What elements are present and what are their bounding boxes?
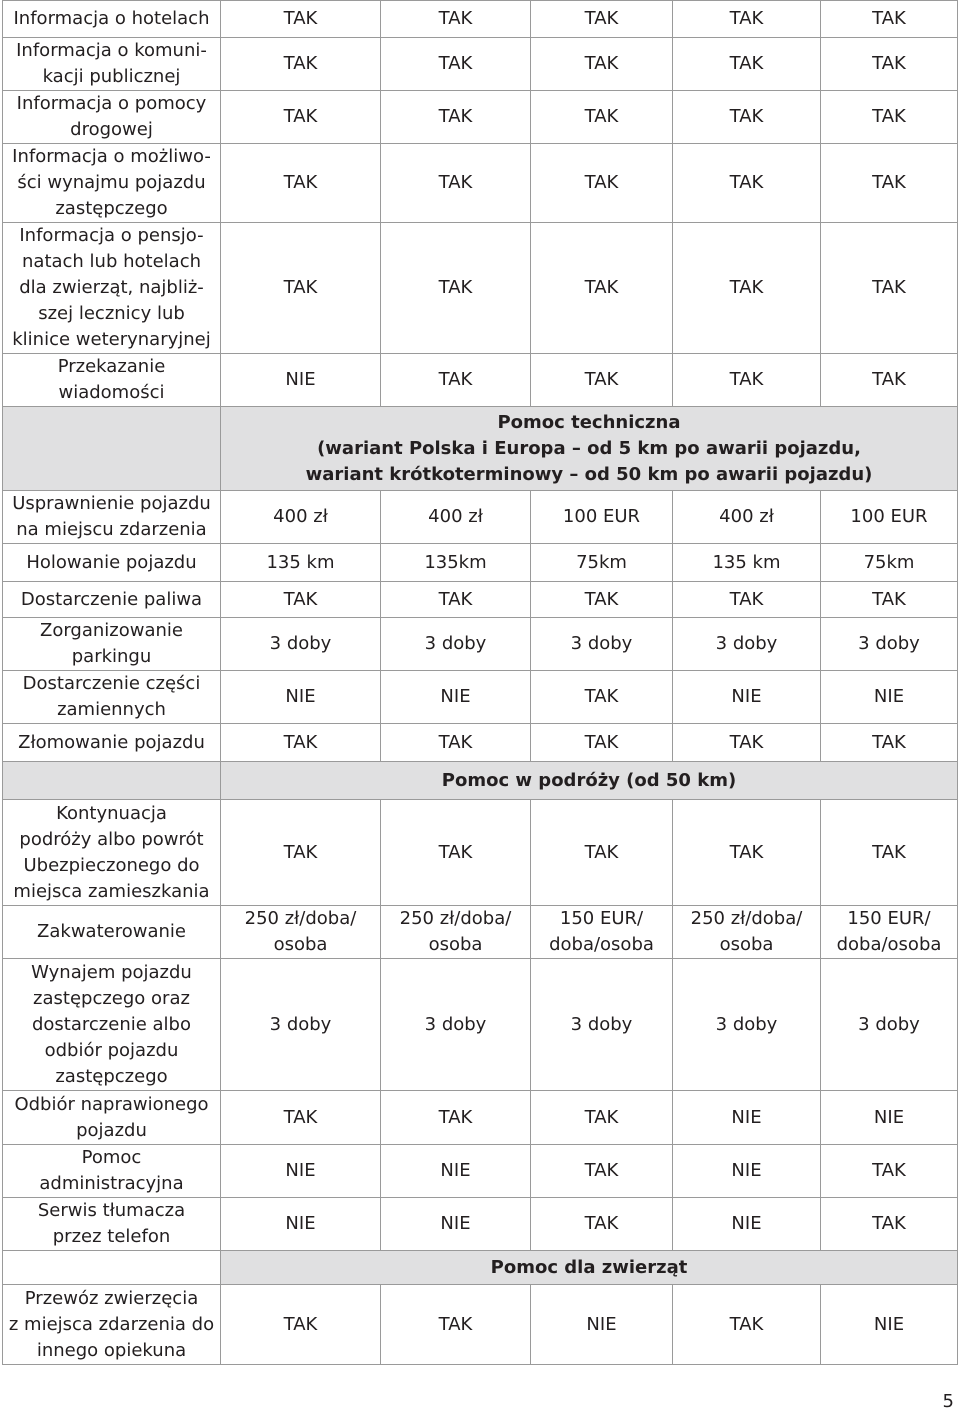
value-cell: NIE <box>673 671 821 724</box>
info-rows <box>3 1 958 407</box>
travel-rows <box>3 800 958 1251</box>
section-header-animals: Pomoc dla zwierząt <box>221 1251 958 1285</box>
row-label: Dostarczenie paliwa <box>3 582 221 618</box>
value-cell: TAK <box>381 1 531 38</box>
animal-rows <box>3 1285 958 1365</box>
table-row <box>3 959 958 1091</box>
row-label: Zakwaterowanie <box>3 906 221 959</box>
value-cell: TAK <box>531 1 673 38</box>
table-row <box>3 491 958 544</box>
value-cell: TAK <box>821 1 958 38</box>
table-row <box>3 38 958 91</box>
row-label: Informacja o pomocy drogowej <box>3 91 221 144</box>
value-cell: TAK <box>673 1 821 38</box>
value-cell: TAK <box>821 354 958 407</box>
table-row <box>3 1091 958 1145</box>
value-cell: 3 doby <box>821 618 958 671</box>
table-row <box>3 544 958 582</box>
section-subtitle-line: (wariant Polska i Europa – od 5 km po awarii pojazdu, <box>317 437 861 459</box>
value-cell: NIE <box>381 1198 531 1251</box>
value-cell: TAK <box>531 1145 673 1198</box>
value-cell: NIE <box>381 1145 531 1198</box>
table-row <box>3 906 958 959</box>
row-label: Wynajem pojazdu zastępczego oraz dostarczenie albo odbiór pojazdu zastępczego <box>3 959 221 1091</box>
value-cell: NIE <box>221 1145 381 1198</box>
value-cell: TAK <box>531 144 673 223</box>
value-cell: TAK <box>221 223 381 354</box>
section-header-row <box>3 762 958 800</box>
section-header-row <box>3 407 958 491</box>
value-cell: 100 EUR <box>821 491 958 544</box>
value-cell: 100 EUR <box>531 491 673 544</box>
row-label: Złomowanie pojazdu <box>3 724 221 762</box>
value-cell: 3 doby <box>821 959 958 1091</box>
animals-section <box>3 1251 958 1285</box>
value-cell: 3 doby <box>381 959 531 1091</box>
value-cell: 150 EUR/ doba/osoba <box>531 906 673 959</box>
value-cell: TAK <box>821 1198 958 1251</box>
value-cell: TAK <box>531 1091 673 1145</box>
coverage-table <box>2 0 958 1365</box>
value-cell: NIE <box>221 671 381 724</box>
value-cell: 3 doby <box>673 959 821 1091</box>
value-cell: TAK <box>531 91 673 144</box>
section-header-row <box>3 1251 958 1285</box>
value-cell: TAK <box>821 724 958 762</box>
section-spacer-cell <box>3 762 221 800</box>
table-row <box>3 223 958 354</box>
technical-rows <box>3 491 958 762</box>
value-cell: TAK <box>821 1145 958 1198</box>
table-row <box>3 91 958 144</box>
value-cell: TAK <box>673 91 821 144</box>
value-cell: TAK <box>673 800 821 906</box>
section-spacer-cell <box>3 1251 221 1285</box>
section-subtitle-line: wariant krótkoterminowy – od 50 km po awarii pojazdu) <box>305 463 873 485</box>
table-row <box>3 1 958 38</box>
value-cell: NIE <box>221 354 381 407</box>
value-cell: TAK <box>673 144 821 223</box>
value-cell: 400 zł <box>381 491 531 544</box>
section-title: Pomoc techniczna <box>497 411 681 433</box>
row-label: Informacja o możliwo- ści wynajmu pojazdu zastępczego <box>3 144 221 223</box>
table-row <box>3 354 958 407</box>
value-cell: 3 doby <box>381 618 531 671</box>
value-cell: TAK <box>531 582 673 618</box>
row-label: Usprawnienie pojazdu na miejscu zdarzenia <box>3 491 221 544</box>
row-label: Przekazanie wiadomości <box>3 354 221 407</box>
value-cell: 3 doby <box>531 959 673 1091</box>
row-label: Kontynuacja podróży albo powrót Ubezpieczonego do miejsca zamieszkania <box>3 800 221 906</box>
section-header-travel: Pomoc w podróży (od 50 km) <box>221 762 958 800</box>
value-cell: TAK <box>821 582 958 618</box>
value-cell: TAK <box>221 144 381 223</box>
value-cell: 135km <box>381 544 531 582</box>
row-label: Serwis tłumacza przez telefon <box>3 1198 221 1251</box>
value-cell: NIE <box>673 1091 821 1145</box>
table-row <box>3 1198 958 1251</box>
value-cell: TAK <box>221 800 381 906</box>
page-number: 5 <box>942 1391 954 1412</box>
value-cell: NIE <box>821 1091 958 1145</box>
table-row <box>3 724 958 762</box>
value-cell: TAK <box>221 1 381 38</box>
value-cell: TAK <box>381 1285 531 1365</box>
table-row <box>3 1285 958 1365</box>
section-header-technical <box>221 407 958 491</box>
value-cell: 250 zł/doba/ osoba <box>221 906 381 959</box>
value-cell: 250 zł/doba/ osoba <box>381 906 531 959</box>
value-cell: NIE <box>821 671 958 724</box>
value-cell: TAK <box>381 91 531 144</box>
value-cell: TAK <box>673 582 821 618</box>
value-cell: TAK <box>531 800 673 906</box>
value-cell: NIE <box>673 1145 821 1198</box>
table-row <box>3 671 958 724</box>
value-cell: 135 km <box>673 544 821 582</box>
value-cell: TAK <box>821 223 958 354</box>
value-cell: TAK <box>381 354 531 407</box>
value-cell: 3 doby <box>673 618 821 671</box>
value-cell: 75km <box>531 544 673 582</box>
value-cell: TAK <box>673 38 821 91</box>
value-cell: TAK <box>381 38 531 91</box>
value-cell: TAK <box>221 1285 381 1365</box>
value-cell: TAK <box>531 354 673 407</box>
table-row <box>3 144 958 223</box>
table-row <box>3 800 958 906</box>
value-cell: 400 zł <box>673 491 821 544</box>
row-label: Odbiór naprawionego pojazdu <box>3 1091 221 1145</box>
value-cell: 3 doby <box>221 618 381 671</box>
value-cell: TAK <box>381 1091 531 1145</box>
row-label: Dostarczenie części zamiennych <box>3 671 221 724</box>
value-cell: TAK <box>673 354 821 407</box>
value-cell: TAK <box>221 38 381 91</box>
value-cell: 75km <box>821 544 958 582</box>
row-label: Pomoc administracyjna <box>3 1145 221 1198</box>
value-cell: TAK <box>221 1091 381 1145</box>
value-cell: TAK <box>381 800 531 906</box>
value-cell: TAK <box>531 671 673 724</box>
value-cell: NIE <box>673 1198 821 1251</box>
row-label: Informacja o komuni- kacji publicznej <box>3 38 221 91</box>
value-cell: 135 km <box>221 544 381 582</box>
technical-section <box>3 407 958 491</box>
table-row <box>3 1145 958 1198</box>
value-cell: TAK <box>531 724 673 762</box>
value-cell: TAK <box>381 582 531 618</box>
value-cell: TAK <box>381 223 531 354</box>
value-cell: TAK <box>673 223 821 354</box>
value-cell: TAK <box>221 724 381 762</box>
value-cell: NIE <box>821 1285 958 1365</box>
value-cell: TAK <box>821 800 958 906</box>
value-cell: NIE <box>531 1285 673 1365</box>
travel-section <box>3 762 958 800</box>
value-cell: NIE <box>381 671 531 724</box>
value-cell: 150 EUR/ doba/osoba <box>821 906 958 959</box>
value-cell: TAK <box>381 144 531 223</box>
value-cell: TAK <box>673 1285 821 1365</box>
value-cell: 3 doby <box>221 959 381 1091</box>
value-cell: TAK <box>381 724 531 762</box>
value-cell: NIE <box>221 1198 381 1251</box>
row-label: Informacja o pensjo- natach lub hotelach dla zwierząt, najbliż- szej lecznicy lub klinice weterynaryjnej <box>3 223 221 354</box>
value-cell: 250 zł/doba/ osoba <box>673 906 821 959</box>
value-cell: TAK <box>221 582 381 618</box>
row-label: Zorganizowanie parkingu <box>3 618 221 671</box>
value-cell: 400 zł <box>221 491 381 544</box>
value-cell: TAK <box>221 91 381 144</box>
row-label: Przewóz zwierzęcia z miejsca zdarzenia do innego opiekuna <box>3 1285 221 1365</box>
section-spacer-cell <box>3 407 221 491</box>
table-row <box>3 618 958 671</box>
value-cell: TAK <box>673 724 821 762</box>
value-cell: TAK <box>531 1198 673 1251</box>
value-cell: TAK <box>821 144 958 223</box>
row-label: Informacja o hotelach <box>3 1 221 38</box>
table-row <box>3 582 958 618</box>
value-cell: TAK <box>821 91 958 144</box>
value-cell: 3 doby <box>531 618 673 671</box>
value-cell: TAK <box>531 38 673 91</box>
value-cell: TAK <box>531 223 673 354</box>
value-cell: TAK <box>821 38 958 91</box>
row-label: Holowanie pojazdu <box>3 544 221 582</box>
